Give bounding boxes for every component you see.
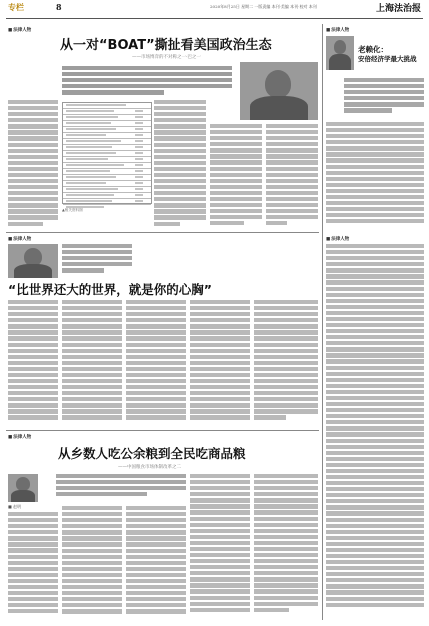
article1-photo — [240, 62, 318, 120]
article2-body-col4 — [190, 300, 250, 426]
article2-body-col2 — [62, 300, 122, 426]
sidebar-body-top — [326, 122, 424, 230]
column-header-middle-right: ■ 法律人物 — [326, 236, 349, 242]
column-header-bottom-left: ■ 法律人物 — [8, 434, 31, 440]
article3-body-col4 — [190, 474, 250, 620]
section-divider-2 — [6, 430, 319, 431]
article1-body-col1 — [8, 100, 58, 228]
column-divider — [322, 24, 323, 620]
newspaper-logo: 上海法治报 — [375, 4, 421, 14]
article3-headline: 从乡数人吃公余粮到全民吃商品粮 — [58, 446, 246, 461]
article1-table-caption: ▲相关资料图 — [62, 208, 83, 212]
article2-body-col5 — [254, 300, 318, 426]
section-divider-1 — [6, 232, 319, 233]
article1-subhead: ——市场博弈的不对称之一·巴之一 — [132, 55, 201, 60]
section-name: 专栏 — [8, 2, 24, 12]
column-header-top-right: ■ 法律人物 — [326, 27, 349, 33]
article2-pullquote — [62, 244, 132, 274]
article2-photo — [8, 244, 58, 278]
column-header-middle-left: ■ 法律人物 — [8, 236, 31, 242]
article3-body-col1 — [8, 512, 58, 620]
sidebar-lede — [344, 78, 424, 118]
sidebar-photo — [326, 36, 354, 70]
sidebar-title-line1: 老赖化： — [358, 45, 388, 54]
page-number: 8 — [56, 2, 62, 12]
article3-photo — [8, 474, 38, 502]
article1-body-col4 — [266, 124, 318, 228]
article1-headline: 从一对“BOAT”撕扯看美国政治生态 — [60, 38, 272, 53]
article3-body-col3 — [126, 506, 186, 620]
column-header-top-left: ■ 法律人物 — [8, 27, 31, 33]
article2-headline: “比世界还大的世界，就是你的心胸” — [8, 282, 212, 297]
article2-body-col3 — [126, 300, 186, 426]
sidebar-body-bottom — [326, 244, 424, 620]
masthead — [0, 0, 429, 18]
article1-table — [62, 102, 152, 204]
sidebar-title-line2: 安倍经济学最大挑战 — [358, 55, 417, 63]
article3-body-col2 — [62, 506, 122, 620]
article3-body-col5 — [254, 474, 318, 620]
article3-subhead: ——中国粮食市场体制改革之二 — [118, 465, 181, 470]
masthead-rule — [6, 18, 423, 19]
issue-info: 2020年8月25日 星期二 一版责编 本刊·美编 本刊·校对 本刊 — [210, 4, 317, 9]
article1-lede — [62, 66, 232, 96]
article1-body-col2 — [154, 100, 206, 228]
article3-lede — [56, 474, 186, 502]
article3-author: ■ 赵明 — [8, 504, 22, 509]
article1-body-col3 — [210, 124, 262, 228]
article2-body-col1 — [8, 300, 58, 426]
